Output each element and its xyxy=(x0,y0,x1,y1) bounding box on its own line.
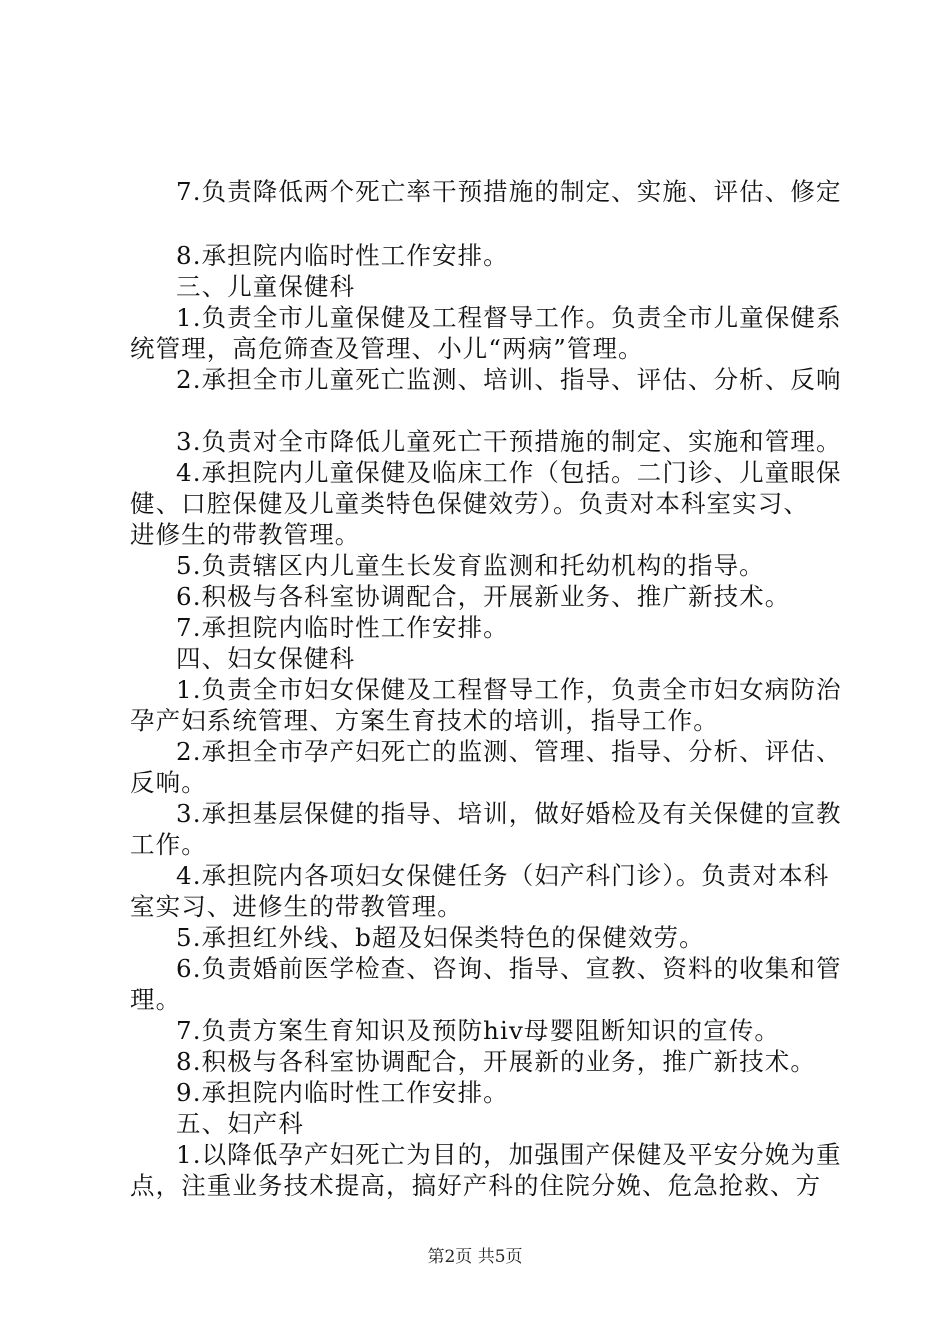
paragraph-line: 6.负责婚前医学检查、咨询、指导、宣教、资料的收集和管 xyxy=(176,954,842,983)
section-heading-child-health: 三、儿童保健科 xyxy=(176,272,356,301)
paragraph-line: 3.承担基层保健的指导、培训，做好婚检及有关保健的宣教 xyxy=(176,799,842,828)
paragraph-line: 2.承担全市儿童死亡监测、培训、指导、评估、分析、反响 xyxy=(176,365,842,394)
paragraph-line: 1.负责全市妇女保健及工程督导工作，负责全市妇女病防治 xyxy=(176,675,842,704)
paragraph-line: 7.承担院内临时性工作安排。 xyxy=(176,613,509,642)
paragraph-line: 进修生的带教管理。 xyxy=(130,520,361,549)
paragraph-line: 5.负责辖区内儿童生长发育监测和托幼机构的指导。 xyxy=(176,551,765,580)
paragraph-line: 健、口腔保健及儿童类特色保健效劳）。负责对本科室实习、 xyxy=(130,489,809,518)
paragraph-line: 点，注重业务技术提高，搞好产科的住院分娩、危急抢救、方 xyxy=(130,1171,822,1200)
paragraph-line: 孕产妇系统管理、方案生育技术的培训，指导工作。 xyxy=(130,706,719,735)
paragraph-line: 室实习、进修生的带教管理。 xyxy=(130,892,463,921)
paragraph-line: 理。 xyxy=(130,985,182,1014)
paragraph-line: 5.承担红外线、b超及妇保类特色的保健效劳。 xyxy=(176,923,705,952)
paragraph-line: 7.负责方案生育知识及预防hiv母婴阻断知识的宣传。 xyxy=(176,1016,780,1045)
paragraph-line: 3.负责对全市降低儿童死亡干预措施的制定、实施和管理。 xyxy=(176,427,842,456)
page-number-footer: 第2页 共5页 xyxy=(427,1247,523,1267)
line-item-7-interventions: 7.负责降低两个死亡率干预措施的制定、实施、评估、修定 xyxy=(176,177,842,206)
paragraph-line: 1.以降低孕产妇死亡为目的，加强围产保健及平安分娩为重 xyxy=(176,1140,842,1169)
paragraph-line: 1.负责全市儿童保健及工程督导工作。负责全市儿童保健系 xyxy=(176,303,842,332)
paragraph-line: 4.承担院内各项妇女保健任务（妇产科门诊）。负责对本科 xyxy=(176,861,830,890)
paragraph-line: 9.承担院内临时性工作安排。 xyxy=(176,1078,509,1107)
section-heading-obstetrics: 五、妇产科 xyxy=(176,1109,304,1138)
paragraph-line: 2.承担全市孕产妇死亡的监测、管理、指导、分析、评估、 xyxy=(176,737,842,766)
section-heading-women-health: 四、妇女保健科 xyxy=(176,644,356,673)
line-item-8-temporary-work: 8.承担院内临时性工作安排。 xyxy=(176,241,509,270)
paragraph-line: 统管理，高危筛查及管理、小儿“两病”管理。 xyxy=(130,334,644,363)
paragraph-line: 8.积极与各科室协调配合，开展新的业务，推广新技术。 xyxy=(176,1047,816,1076)
paragraph-line: 4.承担院内儿童保健及临床工作（包括。二门诊、儿童眼保 xyxy=(176,458,842,487)
paragraph-line: 工作。 xyxy=(130,830,207,859)
paragraph-line: 6.积极与各科室协调配合，开展新业务、推广新技术。 xyxy=(176,582,791,611)
paragraph-line: 反响。 xyxy=(130,768,207,797)
